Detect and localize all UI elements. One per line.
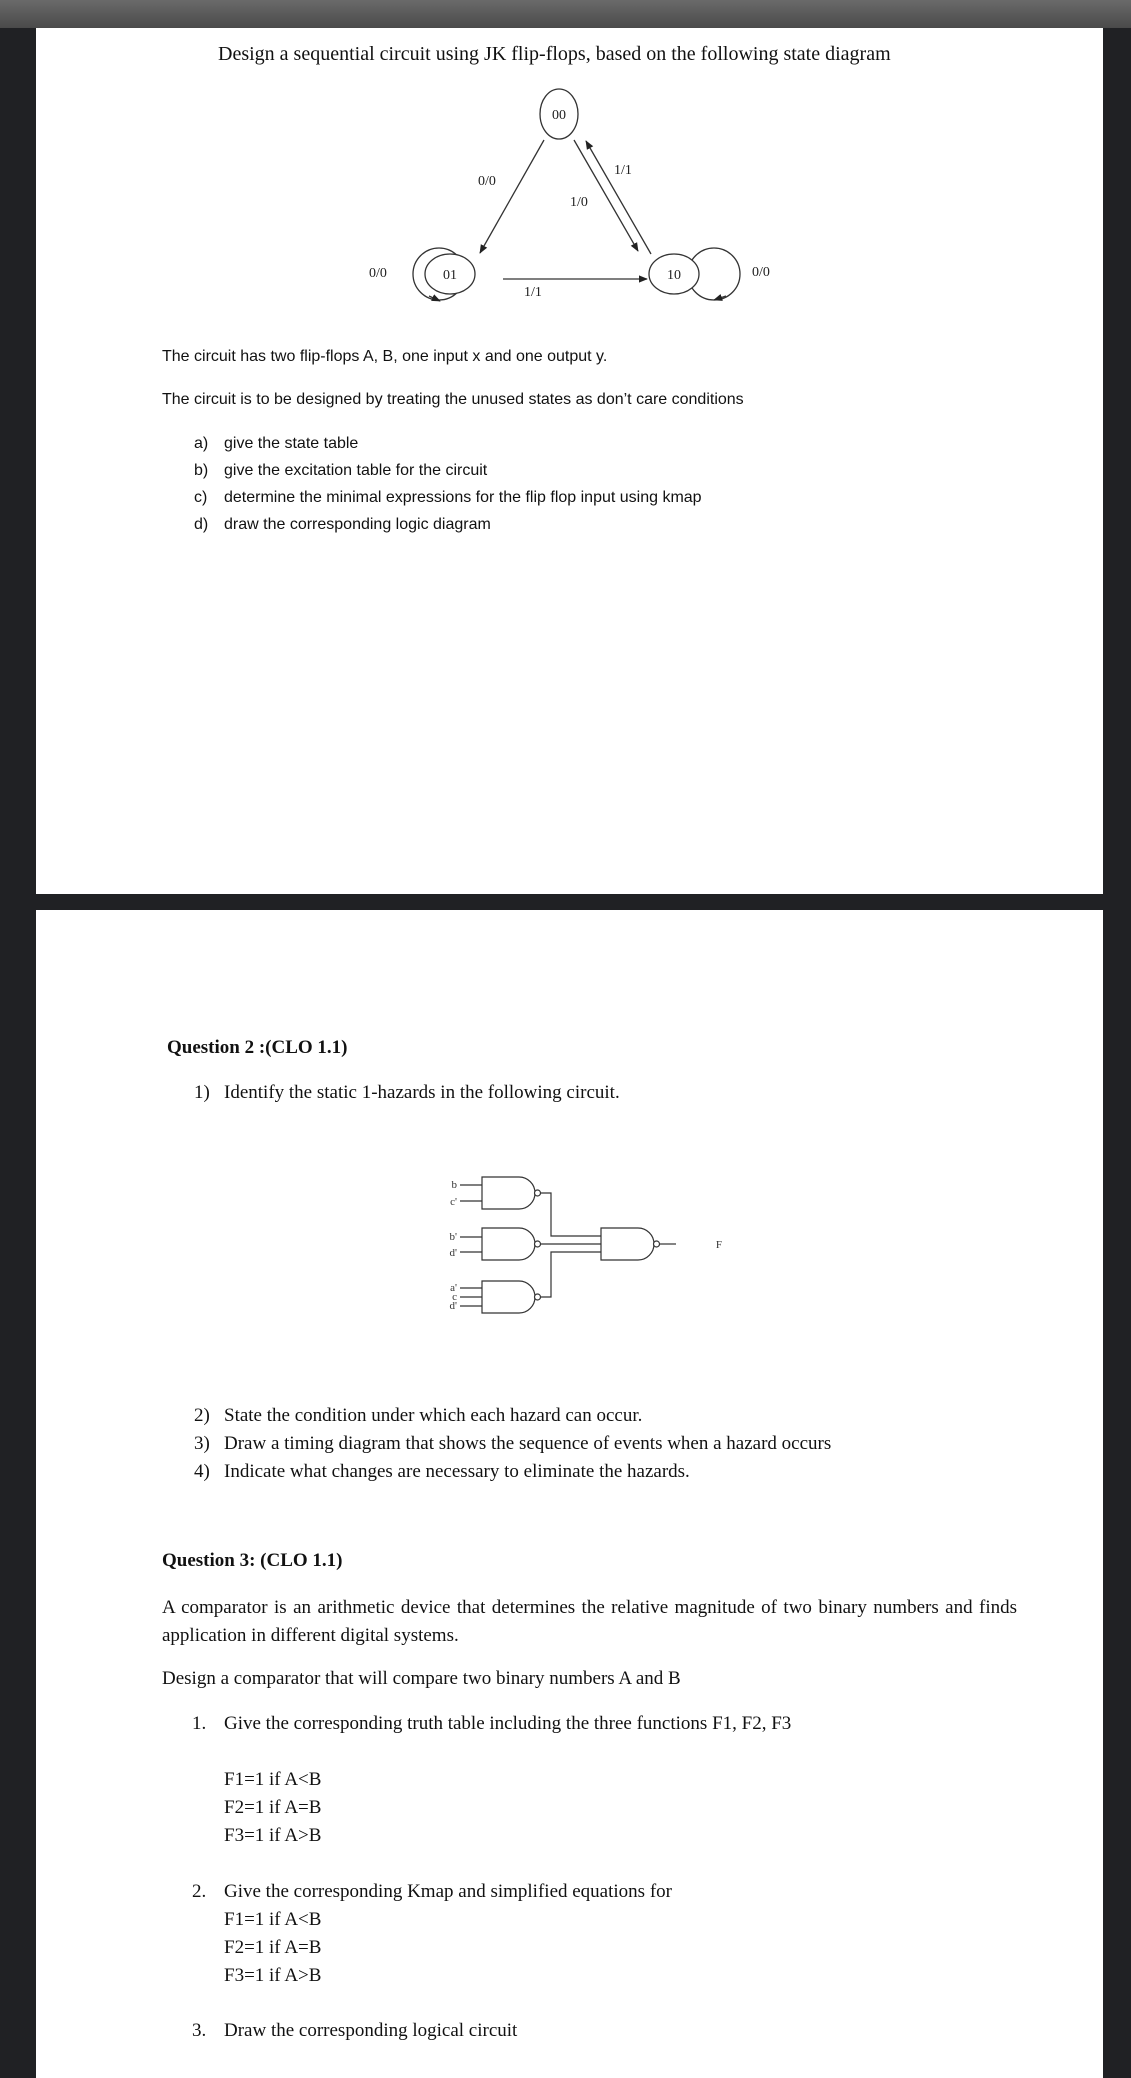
transition-00-to-01 <box>480 140 544 253</box>
q3-paragraph-2: Design a comparator that will compare two binary numbers A and B <box>162 1668 681 1689</box>
q2-marker-4: 4) <box>194 1461 210 1482</box>
input-d-prime-g3: d' <box>449 1300 457 1312</box>
label-10-to-00: 1/0 <box>570 195 588 210</box>
func-f2-list2: F2=1 if A=B <box>224 1937 322 1958</box>
nand-gate-1-bubble <box>535 1190 541 1196</box>
input-c: c <box>452 1291 457 1303</box>
q3-marker-1: 1. <box>192 1713 207 1734</box>
input-d-prime-g2: d' <box>449 1247 457 1259</box>
state-10-label: 10 <box>667 268 681 283</box>
input-b: b <box>451 1179 457 1191</box>
input-c-prime: c' <box>450 1196 457 1208</box>
q2-text-1: Identify the static 1-hazards in the following circuit. <box>224 1082 620 1103</box>
task-text-b: give the excitation table for the circuit <box>224 462 488 479</box>
label-01-self: 0/0 <box>369 266 387 281</box>
document-page-1 <box>36 28 1103 894</box>
state-00-label: 00 <box>552 108 566 123</box>
q2-marker-1: 1) <box>194 1082 210 1103</box>
transition-10-to-00 <box>586 141 651 254</box>
nand-gate-1 <box>482 1177 535 1209</box>
label-00-to-10: 1/1 <box>614 163 632 178</box>
q3-marker-3: 3. <box>192 2020 207 2041</box>
task-marker-c: c) <box>194 489 208 506</box>
func-f1-list2: F1=1 if A<B <box>224 1909 322 1930</box>
q2-text-3: Draw a timing diagram that shows the sequence of events when a hazard occurs <box>224 1433 832 1454</box>
label-01-to-10: 1/1 <box>524 285 542 300</box>
q2-text-4: Indicate what changes are necessary to eliminate the hazards. <box>224 1461 690 1482</box>
page1-title: Design a sequential circuit using JK flip-flops, based on the following state diagram <box>218 43 891 65</box>
input-b-prime: b' <box>449 1231 457 1243</box>
task-marker-d: d) <box>194 516 209 533</box>
state-diagram <box>36 28 1103 328</box>
task-text-a: give the state table <box>224 435 359 452</box>
q2-marker-2: 2) <box>194 1405 210 1426</box>
q3-paragraph-1: A comparator is an arithmetic device that determines the relative magnitude of two binary numbers and finds application in different digital systems. <box>162 1597 1017 1646</box>
hazard-circuit <box>36 910 1103 1350</box>
state-01-label: 01 <box>443 268 457 283</box>
page1-paragraph-1: The circuit has two flip-flops A, B, one input x and one output y. <box>162 348 608 365</box>
q2-text-2: State the condition under which each hazard can occur. <box>224 1405 643 1426</box>
nand-gate-output-bubble <box>654 1241 660 1247</box>
task-marker-a: a) <box>194 435 209 452</box>
func-f2-list1: F2=1 if A=B <box>224 1797 322 1818</box>
task-marker-b: b) <box>194 462 209 479</box>
func-f3-list2: F3=1 if A>B <box>224 1965 322 1986</box>
q3-text-3: Draw the corresponding logical circuit <box>224 2020 518 2041</box>
q2-marker-3: 3) <box>194 1433 210 1454</box>
nand-gate-2-bubble <box>535 1241 541 1247</box>
func-f3-list1: F3=1 if A>B <box>224 1825 322 1846</box>
label-10-self: 0/0 <box>752 265 770 280</box>
q3-text-2: Give the corresponding Kmap and simplified equations for <box>224 1881 672 1902</box>
label-00-to-01: 0/0 <box>478 174 496 189</box>
func-f1-list1: F1=1 if A<B <box>224 1769 322 1790</box>
task-text-c: determine the minimal expressions for the flip flop input using kmap <box>224 489 702 506</box>
input-a-prime: a' <box>450 1282 457 1294</box>
q3-marker-2: 2. <box>192 1881 207 1902</box>
page1-paragraph-2: The circuit is to be designed by treating the unused states as don’t care conditions <box>162 391 744 408</box>
task-text-d: draw the corresponding logic diagram <box>224 516 491 533</box>
nand-gate-3 <box>482 1281 535 1313</box>
question-3-heading: Question 3: (CLO 1.1) <box>162 1550 343 1571</box>
nand-gate-2 <box>482 1228 535 1260</box>
viewer-top-bar <box>0 0 1131 28</box>
q3-text-1: Give the corresponding truth table including the three functions F1, F2, F3 <box>224 1713 792 1734</box>
question-2-heading: Question 2 :(CLO 1.1) <box>167 1037 348 1058</box>
nand-gate-output <box>601 1228 654 1260</box>
document-page-2 <box>36 910 1103 2078</box>
output-f: F <box>715 1239 722 1251</box>
nand-gate-3-bubble <box>535 1294 541 1300</box>
